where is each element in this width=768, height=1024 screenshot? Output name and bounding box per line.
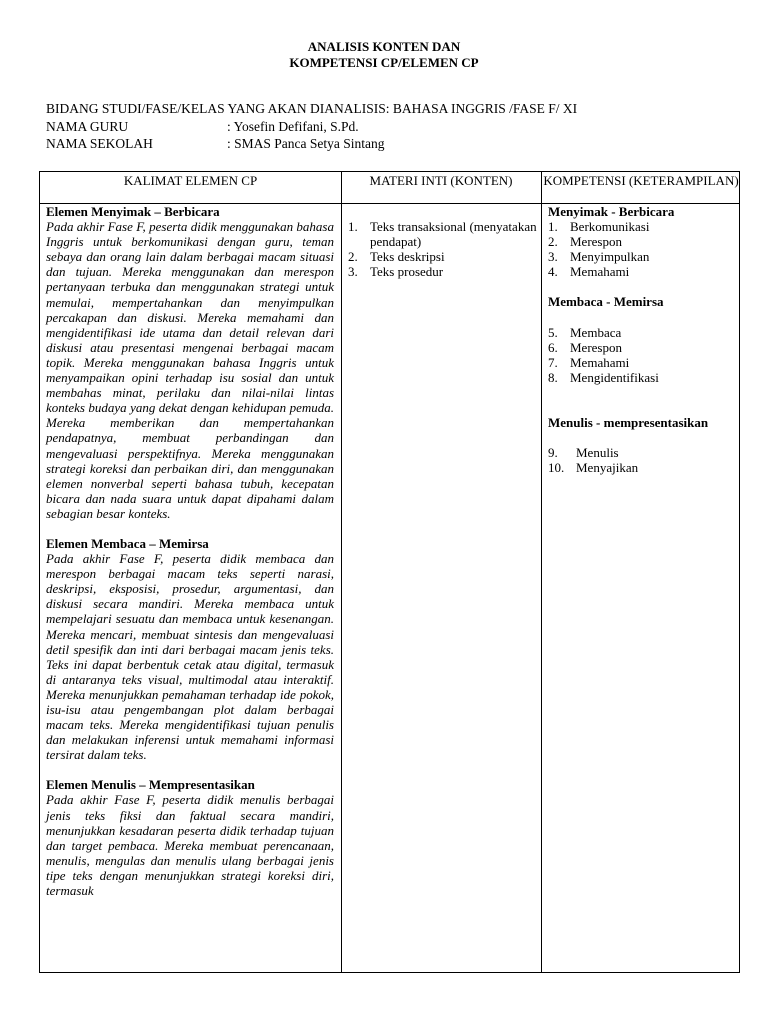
competency-group-heading: Menyimak - Berbicara — [548, 204, 675, 219]
list-item — [548, 445, 740, 460]
section-body: Pada akhir Fase F, peserta didik membaca dan merespon berbagai macam teks seperti narasi, deskripsi, eksposisi, prosedur, argumentasi, dan diskusi secara mandiri. Mereka membaca untuk mempelajari sesuatu dan membaca untuk kesenangan. Mereka mencari, membuat sintesis dan mengevaluasi detil spesifik dan inti dari berbagai macam jenis teks. Teks ini dapat berbentuk cetak atau digital, termasuk di antaranya teks visual, multimodal atau interaktif. Mereka menunjukkan pemahaman terhadap ide pokok, isu-isu atau pengembangan plot dalam berbagai macam teks. Mereka mengidentifikasi tujuan penulis dan melakukan inferensi untuk memahami informasi tersirat dalam teks. — [46, 551, 334, 763]
list-item — [348, 219, 538, 249]
competency-group-heading: Membaca - Memirsa — [548, 294, 664, 310]
list-number: 1. — [548, 219, 558, 235]
list-item — [548, 370, 740, 385]
list-item — [548, 355, 740, 370]
table-header-kompetensi: KOMPETENSI (KETERAMPILAN) — [543, 173, 739, 188]
column-kompetensi — [548, 204, 740, 475]
list-number: 6. — [548, 339, 558, 355]
list-text: Teks transaksional (menyatakan pendapat) — [370, 219, 537, 249]
section-membaca-memirsa — [46, 536, 334, 762]
list-text: Menulis — [576, 445, 619, 461]
list-text: Memahami — [570, 354, 630, 370]
analysis-table — [39, 171, 740, 973]
list-number: 7. — [548, 354, 558, 370]
table-header-kalimat-elemen: KALIMAT ELEMEN CP — [123, 173, 258, 188]
meta-guru-label: NAMA GURU — [46, 119, 129, 134]
section-heading: Elemen Menyimak – Berbicara — [46, 204, 220, 219]
section-menyimak-berbicara — [46, 204, 334, 521]
section-menulis-mempresentasikan — [46, 777, 334, 898]
list-item — [548, 219, 740, 234]
list-item — [548, 249, 740, 264]
list-number: 4. — [548, 264, 558, 280]
list-number: 1. — [348, 219, 358, 234]
section-heading: Elemen Membaca – Memirsa — [46, 535, 209, 551]
table-column-divider — [341, 172, 342, 972]
list-item — [548, 460, 740, 475]
document-title-line-2: KOMPETENSI CP/ELEMEN CP — [289, 55, 479, 70]
list-item — [548, 340, 740, 355]
table-header-materi-inti: MATERI INTI (KONTEN) — [369, 173, 513, 188]
list-text: Teks deskripsi — [370, 249, 445, 264]
list-number: 3. — [548, 249, 558, 265]
meta-sekolah-value: : SMAS Panca Setya Sintang — [227, 136, 385, 151]
section-heading: Elemen Menulis – Mempresentasikan — [46, 777, 255, 793]
list-number: 3. — [348, 264, 358, 279]
document-title-line-1: ANALISIS KONTEN DAN — [307, 39, 461, 54]
meta-bidang-text: BIDANG STUDI/FASE/KELAS YANG AKAN DIANALISIS: BAHASA INGGRIS /FASE F/ XI — [46, 101, 578, 116]
list-item — [548, 234, 740, 249]
list-text: Menyajikan — [576, 460, 639, 476]
list-text: Teks prosedur — [370, 264, 444, 279]
section-body: Pada akhir Fase F, peserta didik menulis berbagai jenis teks fiksi dan faktual secara mandiri, menunjukkan kesadaran peserta didik terhadap tujuan dan target pembaca. Mereka membuat perencanaan, menulis, mengulas dan menulis ulang berbagai jenis tipe teks dengan menunjukkan strategi koreksi diri, termasuk — [46, 792, 334, 899]
list-item — [548, 325, 740, 340]
list-text: Merespon — [570, 339, 622, 355]
list-number: 5. — [548, 324, 558, 340]
list-item — [348, 249, 538, 264]
list-text: Menyimpulkan — [570, 249, 650, 265]
list-text: Memahami — [570, 264, 630, 280]
meta-sekolah-label: NAMA SEKOLAH — [46, 136, 153, 151]
list-item — [348, 264, 538, 279]
list-text: Mengidentifikasi — [570, 369, 659, 385]
list-number: 10. — [548, 460, 565, 476]
section-body: Pada akhir Fase F, peserta didik menggunakan bahasa Inggris untuk berkomunikasi dengan guru, teman sebaya dan orang lain dalam berbagai macam situasi dan tujuan. Mereka menggunakan dan merespon pertanyaan terbuka dan menggunakan strategi untuk memulai, mempertahankan dan menyimpulkan percakapan dan diskusi. Mereka memahami dan mengidentifikasi ide utama dan detail relevan dari diskusi atau presentasi mengenai berbagai macam topik. Mereka menggunakan bahasa Inggris untuk menyampaikan opini terhadap isu sosial dan untuk membahas minat, perilaku dan nilai-nilai lintas konteks budaya yang dekat dengan kehidupan pemuda. Mereka memberikan dan mempertahankan pendapatnya, membuat perbandingan dan mengevaluasi perspektifnya. Mereka menggunakan strategi koreksi dan perbaikan diri, dan menggunakan elemen nonverbal seperti bahasa tubuh, kecepatan bicara dan nada suara untuk dapat dipahami dalam sebagian besar konteks. — [46, 219, 334, 521]
list-text: Merespon — [570, 234, 622, 250]
column-materi-inti — [348, 219, 538, 279]
column-kalimat-elemen — [46, 204, 334, 898]
list-number: 2. — [348, 249, 358, 264]
list-number: 8. — [548, 369, 558, 385]
list-text: Berkomunikasi — [570, 219, 650, 235]
meta-nama-guru — [46, 118, 359, 135]
meta-nama-sekolah — [46, 135, 385, 152]
meta-guru-value: : Yosefin Defifani, S.Pd. — [227, 119, 359, 134]
table-column-divider — [541, 172, 542, 972]
list-text: Membaca — [570, 324, 622, 340]
list-number: 9. — [548, 445, 558, 461]
meta-bidang-studi — [46, 100, 577, 117]
list-number: 2. — [548, 234, 558, 250]
competency-group-heading: Menulis - mempresentasikan — [548, 414, 709, 430]
list-item — [548, 264, 740, 279]
